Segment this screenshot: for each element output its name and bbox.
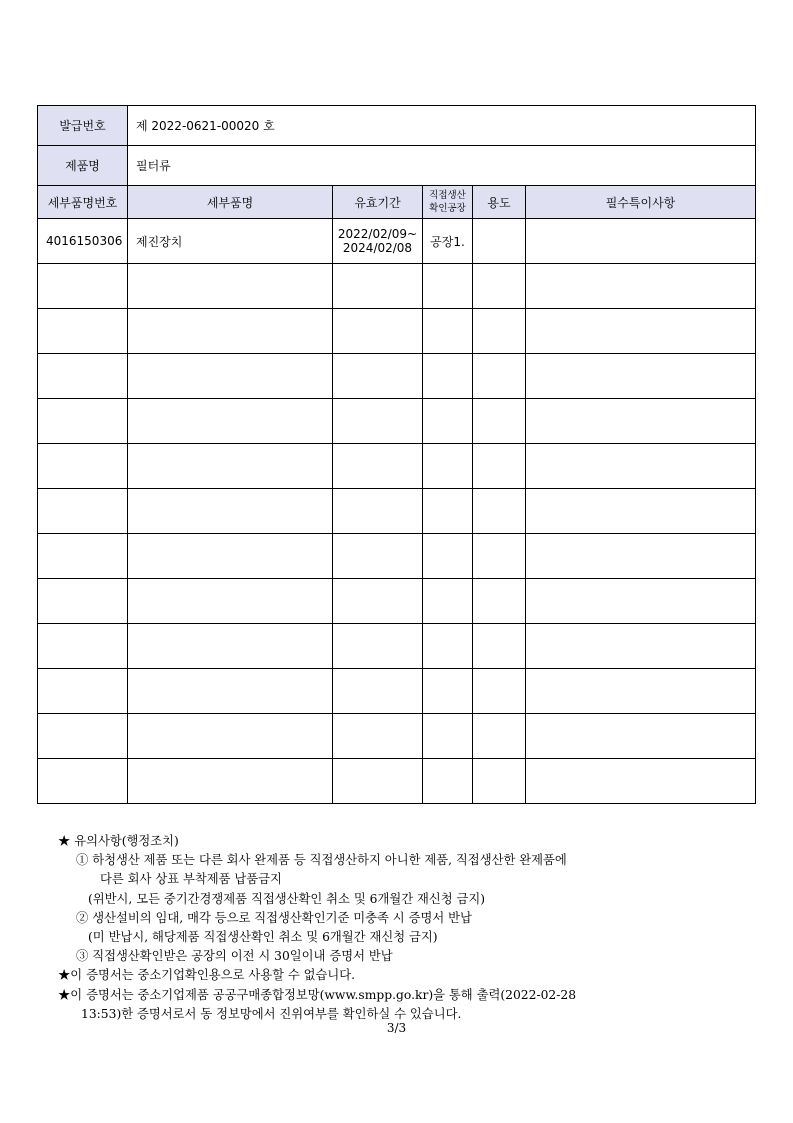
certificate-table-wrapper bbox=[37, 105, 755, 804]
cell-period bbox=[333, 624, 423, 669]
product-name-row bbox=[38, 146, 756, 186]
cell-usage bbox=[473, 444, 526, 489]
cell-factory bbox=[423, 489, 473, 534]
cell-usage bbox=[473, 534, 526, 579]
cell-name bbox=[128, 759, 333, 804]
cell-name bbox=[128, 309, 333, 354]
note-item-1-line-1: ① 하청생산 제품 또는 다른 회사 완제품 등 직접생산하지 아니한 제품, 직접생산한 완제품에 bbox=[76, 853, 567, 868]
cell-factory bbox=[423, 534, 473, 579]
cell-usage bbox=[473, 399, 526, 444]
cell-period bbox=[333, 264, 423, 309]
cell-notes bbox=[526, 399, 756, 444]
cell-code: 4016150306 bbox=[38, 219, 128, 264]
table-row bbox=[38, 399, 756, 444]
cell-notes bbox=[526, 759, 756, 804]
cell-factory bbox=[423, 264, 473, 309]
cell-usage bbox=[473, 759, 526, 804]
cell-notes bbox=[526, 579, 756, 624]
certificate-table bbox=[37, 105, 756, 804]
table-row bbox=[38, 624, 756, 669]
table-row bbox=[38, 534, 756, 579]
cell-usage bbox=[473, 624, 526, 669]
note-item-2-line-2: (미 반납시, 해당제품 직접생산확인 취소 및 6개월간 재신청 금지) bbox=[88, 930, 438, 945]
cell-name bbox=[128, 489, 333, 534]
col-header-period: 유효기간 bbox=[333, 186, 423, 219]
cell-factory: 공장1. bbox=[423, 219, 473, 264]
cell-code bbox=[38, 264, 128, 309]
note-star-2: ★이 증명서는 중소기업확인용으로 사용할 수 없습니다. bbox=[58, 968, 356, 983]
issue-number-row bbox=[38, 106, 756, 146]
cell-factory bbox=[423, 759, 473, 804]
table-row bbox=[38, 714, 756, 759]
cell-code bbox=[38, 399, 128, 444]
cell-factory bbox=[423, 669, 473, 714]
cell-code bbox=[38, 354, 128, 399]
cell-factory bbox=[423, 624, 473, 669]
cell-usage bbox=[473, 714, 526, 759]
cell-usage bbox=[473, 354, 526, 399]
cell-period bbox=[333, 309, 423, 354]
cell-period bbox=[333, 759, 423, 804]
cell-period bbox=[333, 489, 423, 534]
cell-name bbox=[128, 579, 333, 624]
cell-code bbox=[38, 444, 128, 489]
cell-usage bbox=[473, 579, 526, 624]
cell-period bbox=[333, 534, 423, 579]
cell-name bbox=[128, 399, 333, 444]
cell-notes bbox=[526, 354, 756, 399]
cell-factory bbox=[423, 579, 473, 624]
cell-factory bbox=[423, 399, 473, 444]
cell-code bbox=[38, 714, 128, 759]
table-row bbox=[38, 579, 756, 624]
issue-number-label: 발급번호 bbox=[38, 106, 128, 146]
column-header-row bbox=[38, 186, 756, 219]
cell-usage bbox=[473, 309, 526, 354]
cell-usage bbox=[473, 489, 526, 534]
cell-usage bbox=[473, 264, 526, 309]
col-header-usage: 용도 bbox=[473, 186, 526, 219]
cell-name bbox=[128, 714, 333, 759]
product-name-label: 제품명 bbox=[38, 146, 128, 186]
cell-code bbox=[38, 669, 128, 714]
cell-code bbox=[38, 579, 128, 624]
cell-notes bbox=[526, 624, 756, 669]
cell-notes bbox=[526, 264, 756, 309]
note-star-3-line-1: ★이 증명서는 중소기업제품 공공구매종합정보망(www.smpp.go.kr)을 통해 출력(2022-02-28 bbox=[58, 987, 577, 1002]
cell-notes bbox=[526, 444, 756, 489]
notes-section bbox=[58, 832, 758, 1024]
cell-notes bbox=[526, 669, 756, 714]
cell-notes bbox=[526, 534, 756, 579]
cell-period bbox=[333, 714, 423, 759]
cell-notes bbox=[526, 219, 756, 264]
cell-period bbox=[333, 354, 423, 399]
cell-period bbox=[333, 444, 423, 489]
cell-notes bbox=[526, 309, 756, 354]
table-row bbox=[38, 489, 756, 534]
cell-name bbox=[128, 264, 333, 309]
cell-code bbox=[38, 624, 128, 669]
cell-factory bbox=[423, 714, 473, 759]
page-number: 3/3 bbox=[386, 1021, 407, 1035]
table-row bbox=[38, 309, 756, 354]
note-star-3-line-2: 13:53)한 증명서로서 동 정보망에서 진위여부를 확인하실 수 있습니다. bbox=[81, 1006, 462, 1021]
col-header-factory: 직접생산 확인공장 bbox=[423, 186, 473, 219]
cell-code bbox=[38, 759, 128, 804]
cell-notes bbox=[526, 714, 756, 759]
cell-name bbox=[128, 669, 333, 714]
table-row bbox=[38, 219, 756, 264]
cell-code bbox=[38, 534, 128, 579]
issue-number-value: 제 2022-0621-00020 호 bbox=[128, 106, 756, 146]
table-row bbox=[38, 444, 756, 489]
cell-usage bbox=[473, 669, 526, 714]
cell-name: 제진장치 bbox=[128, 219, 333, 264]
notes-heading: ★ 유의사항(행정조치) bbox=[58, 834, 179, 848]
table-row bbox=[38, 264, 756, 309]
cell-name bbox=[128, 624, 333, 669]
cell-usage bbox=[473, 219, 526, 264]
col-header-notes: 필수특이사항 bbox=[526, 186, 756, 219]
cell-code bbox=[38, 309, 128, 354]
cell-code bbox=[38, 489, 128, 534]
col-header-code: 세부품명번호 bbox=[38, 186, 128, 219]
note-item-1-line-3: (위반시, 모든 중기간경쟁제품 직접생산확인 취소 및 6개월간 재신청 금지) bbox=[88, 891, 486, 906]
cell-factory bbox=[423, 444, 473, 489]
note-item-3: ③ 직접생산확인받은 공장의 이전 시 30일이내 증명서 반납 bbox=[76, 949, 393, 964]
cell-notes bbox=[526, 489, 756, 534]
table-row bbox=[38, 354, 756, 399]
product-name-value: 필터류 bbox=[128, 146, 756, 186]
cell-period bbox=[333, 399, 423, 444]
col-header-name: 세부품명 bbox=[128, 186, 333, 219]
cell-name bbox=[128, 534, 333, 579]
note-item-2-line-1: ② 생산설비의 임대, 매각 등으로 직접생산확인기준 미충족 시 증명서 반납 bbox=[76, 910, 472, 925]
table-body bbox=[38, 219, 756, 804]
table-row bbox=[38, 759, 756, 804]
cell-period bbox=[333, 579, 423, 624]
cell-factory bbox=[423, 354, 473, 399]
cell-period: 2022/02/09~ 2024/02/08 bbox=[333, 219, 423, 264]
cell-name bbox=[128, 354, 333, 399]
note-item-1-line-2: 다른 회사 상표 부착제품 납품금지 bbox=[100, 872, 282, 887]
cell-period bbox=[333, 669, 423, 714]
table-row bbox=[38, 669, 756, 714]
cell-name bbox=[128, 444, 333, 489]
cell-factory bbox=[423, 309, 473, 354]
